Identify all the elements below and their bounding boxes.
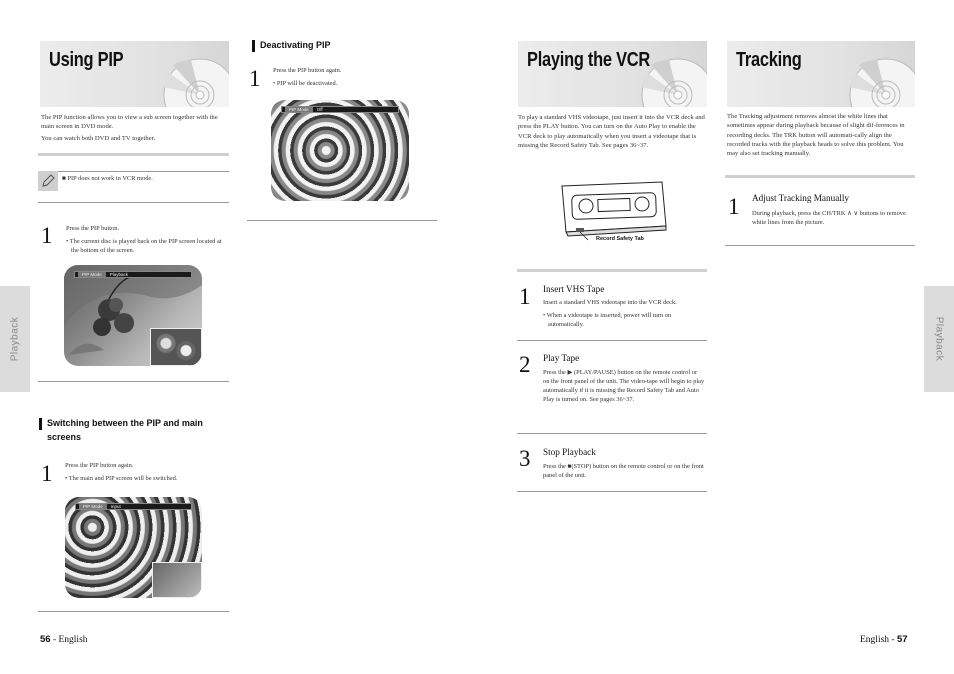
step-bullet: • The main and PIP screen will be switched.: [65, 475, 178, 482]
tracking-intro: The Tracking adjustment removes almost the white lines that sometimes appear during playback because of slight dif-ferences in recording decks. The TRK button will automati-cally align the recorded tracks with the playback heads to solve this problem. You may also set tracking manually.: [727, 113, 905, 158]
record-safety-tab-label: Record Safety Tab: [596, 236, 644, 242]
step-instruction: Press the ▶ (PLAY/PAUSE) button on the remote control or on the front panel of the unit. The video-tape will begin to play automatically if it is missing the Record Safety Tab and Auto Play is turned on. See pages 36~37.: [543, 369, 705, 403]
pip-sub-window: [152, 562, 202, 598]
divider: [38, 611, 229, 612]
step-instruction: Press the ■(STOP) button on the remote control or on the front panel of the unit.: [543, 463, 704, 479]
step-bullet: • When a videotape is inserted, power will turn on automatically.: [543, 312, 672, 328]
side-tab-label: Playback: [9, 316, 21, 362]
divider: [38, 202, 229, 203]
footer-language: - English: [50, 635, 88, 645]
vcr-intro: To play a standard VHS videotape, just insert it into the VCR deck and press the PLAY button. You can turn on the Auto Play to enable the VCR deck to play automatically when you insert a videotape that is missing the Record Safety Tab. See pages 36~37.: [518, 114, 705, 149]
pip-note: ■ PIP does not work in VCR mode.: [62, 175, 153, 182]
step-bullet: • The current disc is played back on the PIP screen located at the bottom of the screen.: [66, 238, 222, 254]
osd-tag: PIP Mode: [78, 272, 106, 277]
osd-value: Input: [110, 504, 121, 509]
using-pip-intro-1: The PIP function allows you to view a sub screen together with the main screen in DVD mode.: [41, 114, 218, 131]
divider: [517, 340, 707, 341]
step-instruction: Press the PIP button again.: [273, 67, 342, 74]
step-number: 1: [728, 194, 740, 219]
divider: [725, 245, 915, 246]
step-instruction: Insert a standard VHS videotape into the VCR deck.: [543, 299, 677, 306]
playing-vcr-title: Playing the VCR: [527, 49, 650, 71]
divider: [517, 269, 707, 272]
tracking-title: Tracking: [736, 49, 802, 71]
divider: [247, 220, 437, 221]
using-pip-banner: [40, 41, 229, 107]
pip-switched-screen: [65, 497, 202, 598]
pip-osd-bar: [281, 106, 399, 113]
page-number: 57: [896, 634, 908, 645]
side-tab-label: Playback: [933, 316, 945, 362]
divider: [38, 153, 229, 156]
step-title: Stop Playback: [543, 447, 596, 457]
divider: [38, 171, 229, 172]
side-tab-playback-left: [0, 286, 30, 392]
disc-icon: [841, 43, 915, 107]
pip-osd-bar: [74, 271, 192, 278]
osd-tag: PIP Mode: [285, 107, 313, 112]
osd-value: Playback: [109, 272, 128, 277]
osd-tag: PIP Mode: [79, 504, 107, 509]
side-tab-playback-right: [924, 286, 954, 392]
disc-icon: [633, 43, 707, 107]
step-title: Adjust Tracking Manually: [752, 193, 849, 203]
step-instruction: Press the PIP button.: [66, 225, 120, 232]
using-pip-title: Using PIP: [49, 49, 124, 71]
pip-osd-bar: [75, 503, 192, 510]
pip-off-screen: [271, 100, 409, 201]
step-number: 1: [249, 66, 261, 91]
divider: [517, 491, 707, 492]
step-instruction: During playback, press the CH/TRK ∧ ∨ buttons to remove white lines from the picture.: [752, 210, 906, 226]
switching-heading: Switching between the PIP and main screens: [39, 416, 219, 444]
playing-vcr-banner: [518, 41, 707, 107]
note-box: [38, 171, 58, 191]
using-pip-intro-2: You can watch both DVD and TV together.: [41, 135, 156, 142]
divider: [38, 381, 229, 382]
pip-playback-screen: [64, 265, 202, 366]
right-page-footer: [860, 634, 908, 645]
step-number: 1: [519, 284, 531, 309]
deactivating-heading: Deactivating PIP: [252, 38, 432, 52]
step-number: 3: [519, 446, 531, 471]
disc-icon: [155, 43, 229, 107]
step-number: 2: [519, 352, 531, 377]
left-page-footer: [40, 634, 88, 645]
page-number: 56: [40, 634, 51, 645]
step-instruction: Press the PIP button again.: [65, 462, 134, 469]
footer-language: English -: [860, 635, 897, 645]
pip-sub-window: [150, 328, 202, 366]
tracking-banner: [727, 41, 915, 107]
step-number: 1: [41, 223, 53, 248]
step-number: 1: [41, 461, 53, 486]
step-title: Play Tape: [543, 353, 580, 363]
pencil-icon: [38, 171, 58, 191]
divider: [517, 433, 707, 434]
step-title: Insert VHS Tape: [543, 284, 605, 294]
osd-value: Off: [316, 107, 323, 112]
step-bullet: • PIP will be deactivated.: [273, 80, 338, 87]
divider: [725, 175, 915, 178]
